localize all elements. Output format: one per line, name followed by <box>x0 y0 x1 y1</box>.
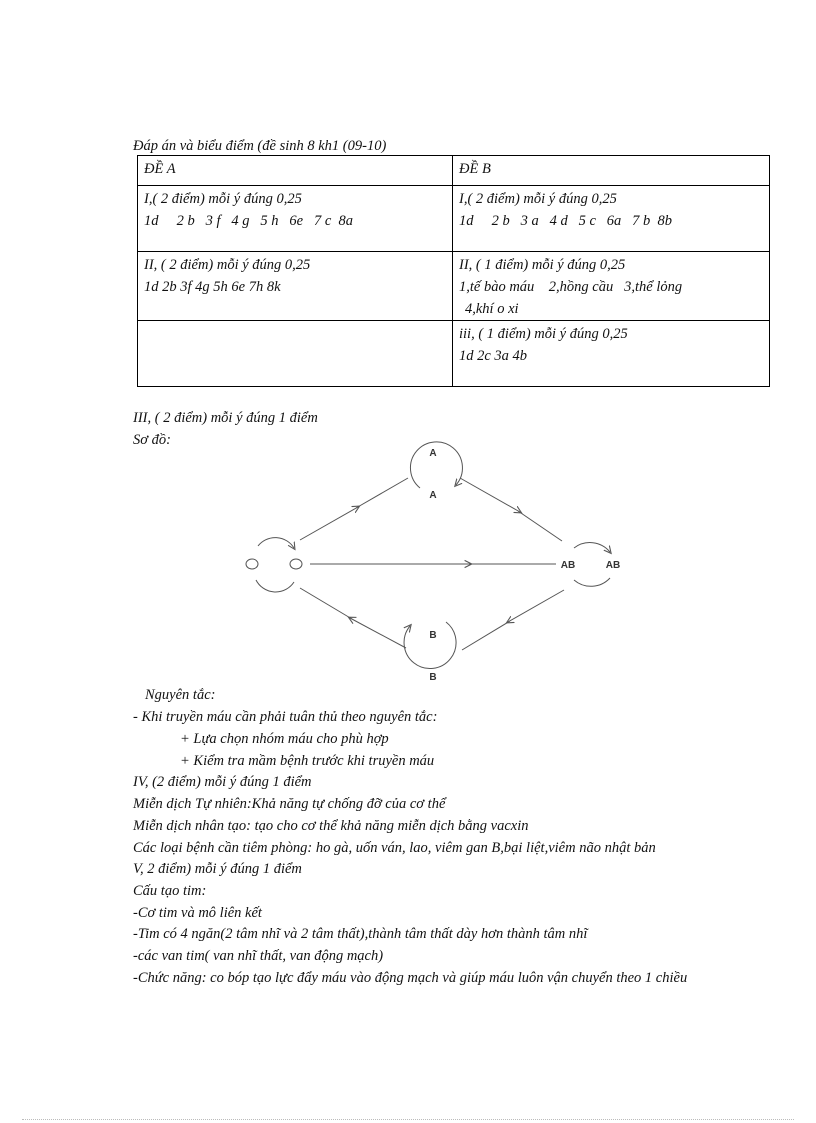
node-o <box>246 538 302 592</box>
section5-title: V, 2 điểm) mỗi ý đúng 1 điểm <box>133 861 302 877</box>
section4-line-1: Miễn dịch Tự nhiên:Khả năng tự chống đỡ của cơ thể <box>133 796 446 812</box>
section3-title: III, ( 2 điểm) mỗi ý đúng 1 điểm <box>133 410 318 426</box>
node-a-top-label: A <box>429 448 437 459</box>
node-ab-left-label: AB <box>560 560 576 571</box>
node-ab-right-label: AB <box>605 560 621 571</box>
edge-a-to-ab-arrow <box>460 478 520 512</box>
table-row <box>138 186 770 252</box>
section5-line-3: -Tim có 4 ngăn(2 tâm nhĩ và 2 tâm thất),thành tâm thất dày hơn thành tâm nhĩ <box>133 926 588 942</box>
section4-line-3: Các loại bệnh cần tiêm phòng: ho gà, uốn ván, lao, viêm gan B,bại liệt,viêm não nhật bản <box>133 840 656 856</box>
page-heading: Đáp án và biểu điểm (đề sinh 8 kh1 (09-10) <box>133 138 387 154</box>
section5-line-1: Cấu tạo tim: <box>133 883 207 899</box>
header-de-a: ĐỀ A <box>138 156 453 186</box>
section4-title: IV, (2 điểm) mỗi ý đúng 1 điểm <box>133 774 312 790</box>
node-o-right-circle <box>290 559 302 569</box>
principles-title: Nguyên tắc: <box>145 687 216 703</box>
node-ab-top-arc <box>574 543 610 552</box>
node-b <box>404 622 456 683</box>
table-row <box>138 321 770 387</box>
table-header-row <box>138 156 770 186</box>
node-ab-bottom-arc <box>574 578 610 586</box>
edge-o-to-a-line <box>356 478 408 508</box>
edge-o-to-a-arrow <box>300 507 358 540</box>
section5-line-2: -Cơ tim và mô liên kết <box>133 905 262 921</box>
edge-a-to-ab-line <box>518 511 562 541</box>
node-ab <box>561 543 620 587</box>
node-b-loop <box>404 622 456 669</box>
node-o-top-arc <box>258 538 294 548</box>
principles-item-1: + Lựa chọn nhóm máu cho phù hợp <box>180 731 389 747</box>
node-a-bottom-label: A <box>429 490 437 501</box>
page-bottom-divider <box>22 1119 794 1120</box>
blood-transfusion-diagram <box>230 440 650 695</box>
cell-b-section2: II, ( 1 điểm) mỗi ý đúng 0,25 1,tế bào máu 2,hồng cầu 3,thể lỏng 4,khí o xi <box>453 252 770 321</box>
edge-b-to-o-line <box>300 588 352 619</box>
cell-b-section1: I,( 2 điểm) mỗi ý đúng 0,25 1d 2 b 3 a 4 d 5 c 6a 7 b 8b <box>453 186 770 252</box>
cell-a-section2: II, ( 2 điểm) mỗi ý đúng 0,25 1d 2b 3f 4g 5h 6e 7h 8k <box>138 252 453 321</box>
answer-table <box>137 155 770 387</box>
principles-item-2: + Kiểm tra mầm bệnh trước khi truyền máu <box>180 753 435 769</box>
edge-ab-to-b-line <box>462 621 510 650</box>
edge-b-to-o-arrow <box>350 618 406 648</box>
section5-line-5: -Chức năng: co bóp tạo lực đẩy máu vào động mạch và giúp máu luôn vận chuyển theo 1 chiều <box>133 970 688 986</box>
header-de-b: ĐỀ B <box>453 156 770 186</box>
cell-a-empty <box>138 321 453 387</box>
cell-b-section3: iii, ( 1 điểm) mỗi ý đúng 0,25 1d 2c 3a 4b <box>453 321 770 387</box>
node-o-bottom-arc <box>256 580 294 592</box>
section4-line-2: Miễn dịch nhân tạo: tạo cho cơ thể khả năng miễn dịch bằng vacxin <box>133 818 529 834</box>
section5-line-4: -các van tim( van nhĩ thất, van động mạch) <box>133 948 384 964</box>
node-o-left-circle <box>246 559 258 569</box>
principles-intro: - Khi truyền máu cần phải tuân thủ theo nguyên tắc: <box>133 709 438 725</box>
node-b-bottom-label: B <box>429 672 437 683</box>
node-b-top-label: B <box>429 630 437 641</box>
diagram-caption: Sơ đồ: <box>133 432 171 448</box>
node-a <box>410 442 462 501</box>
table-row <box>138 252 770 321</box>
edge-ab-to-b-arrow <box>508 590 564 622</box>
cell-a-section1: I,( 2 điểm) mỗi ý đúng 0,25 1d 2 b 3 f 4 g 5 h 6e 7 c 8a <box>138 186 453 252</box>
